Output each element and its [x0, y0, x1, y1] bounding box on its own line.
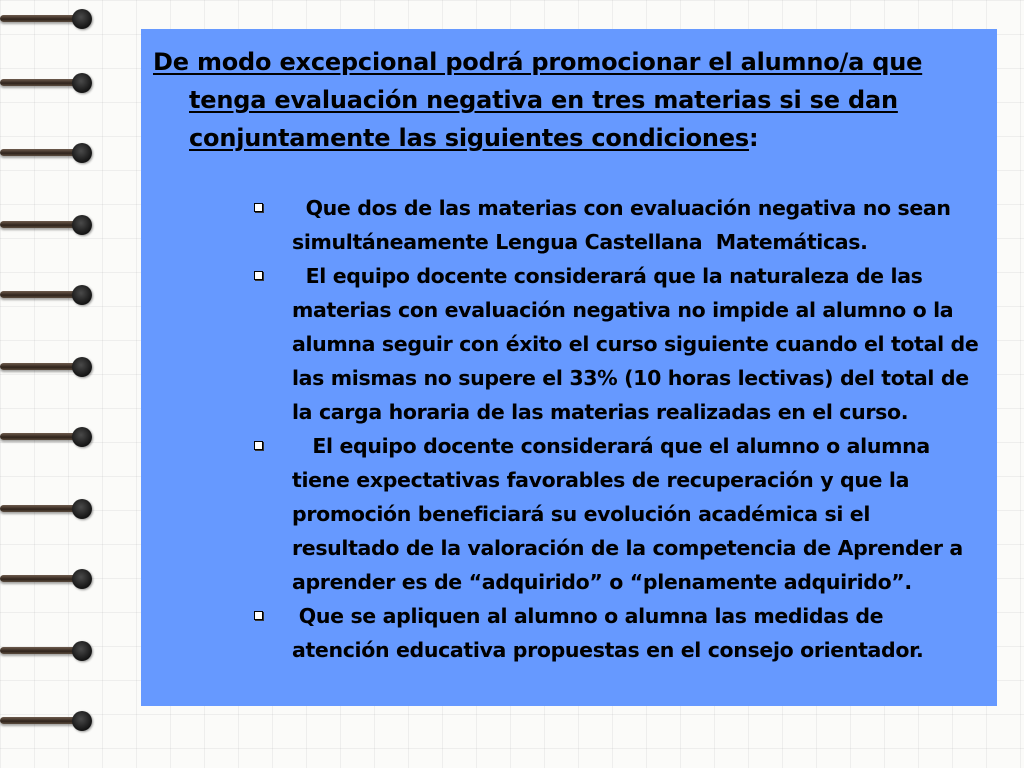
condition-text: El equipo docente considerará que el alumno o alumna tiene expectativas favorables de recuperación y que la promoción beneficiará su evolución académica si el resultado de la valoración de la competencia de Aprender a aprender es de “adquirido” o “plenamente adquirido”. — [292, 434, 970, 594]
condition-text: Que se apliquen al alumno o alumna las medidas de atención educativa propuestas en el consejo orientador. — [292, 604, 924, 662]
binding-ring-icon — [0, 710, 96, 732]
binding-ring-icon — [0, 426, 96, 448]
condition-text: Que dos de las materias con evaluación negativa no sean simultáneamente Lengua Castellana Matemáticas. — [292, 196, 958, 254]
square-bullet-icon — [254, 271, 263, 280]
square-bullet-icon — [254, 203, 263, 212]
square-bullet-icon — [254, 611, 263, 620]
condition-text: El equipo docente considerará que la naturaleza de las materias con evaluación negativa no impide al alumno o la alumna seguir con éxito el curso siguiente cuando el total de las mismas no supere el 33% (10 horas lectivas) del total de la carga horaria de las materias realizadas en el curso. — [292, 264, 986, 424]
list-item — [292, 429, 983, 599]
binding-ring-icon — [0, 498, 96, 520]
spiral-binding — [0, 0, 110, 768]
intro-suffix: : — [748, 124, 759, 152]
binding-ring-icon — [0, 568, 96, 590]
binding-ring-icon — [0, 8, 96, 30]
binding-ring-icon — [0, 356, 96, 378]
conditions-list — [153, 191, 986, 667]
content-panel — [141, 29, 997, 706]
binding-ring-icon — [0, 640, 96, 662]
binding-ring-icon — [0, 142, 96, 164]
square-bullet-icon — [254, 441, 263, 450]
list-item — [292, 191, 983, 259]
intro-statement — [153, 43, 983, 157]
binding-ring-icon — [0, 214, 96, 236]
intro-underlined-text: De modo excepcional podrá promocionar el alumno/a que tenga evaluación negativa en tres materias si se dan conjuntamente las siguientes condiciones — [153, 48, 923, 152]
binding-ring-icon — [0, 284, 96, 306]
list-item — [292, 259, 986, 429]
list-item — [292, 599, 983, 667]
binding-ring-icon — [0, 72, 96, 94]
